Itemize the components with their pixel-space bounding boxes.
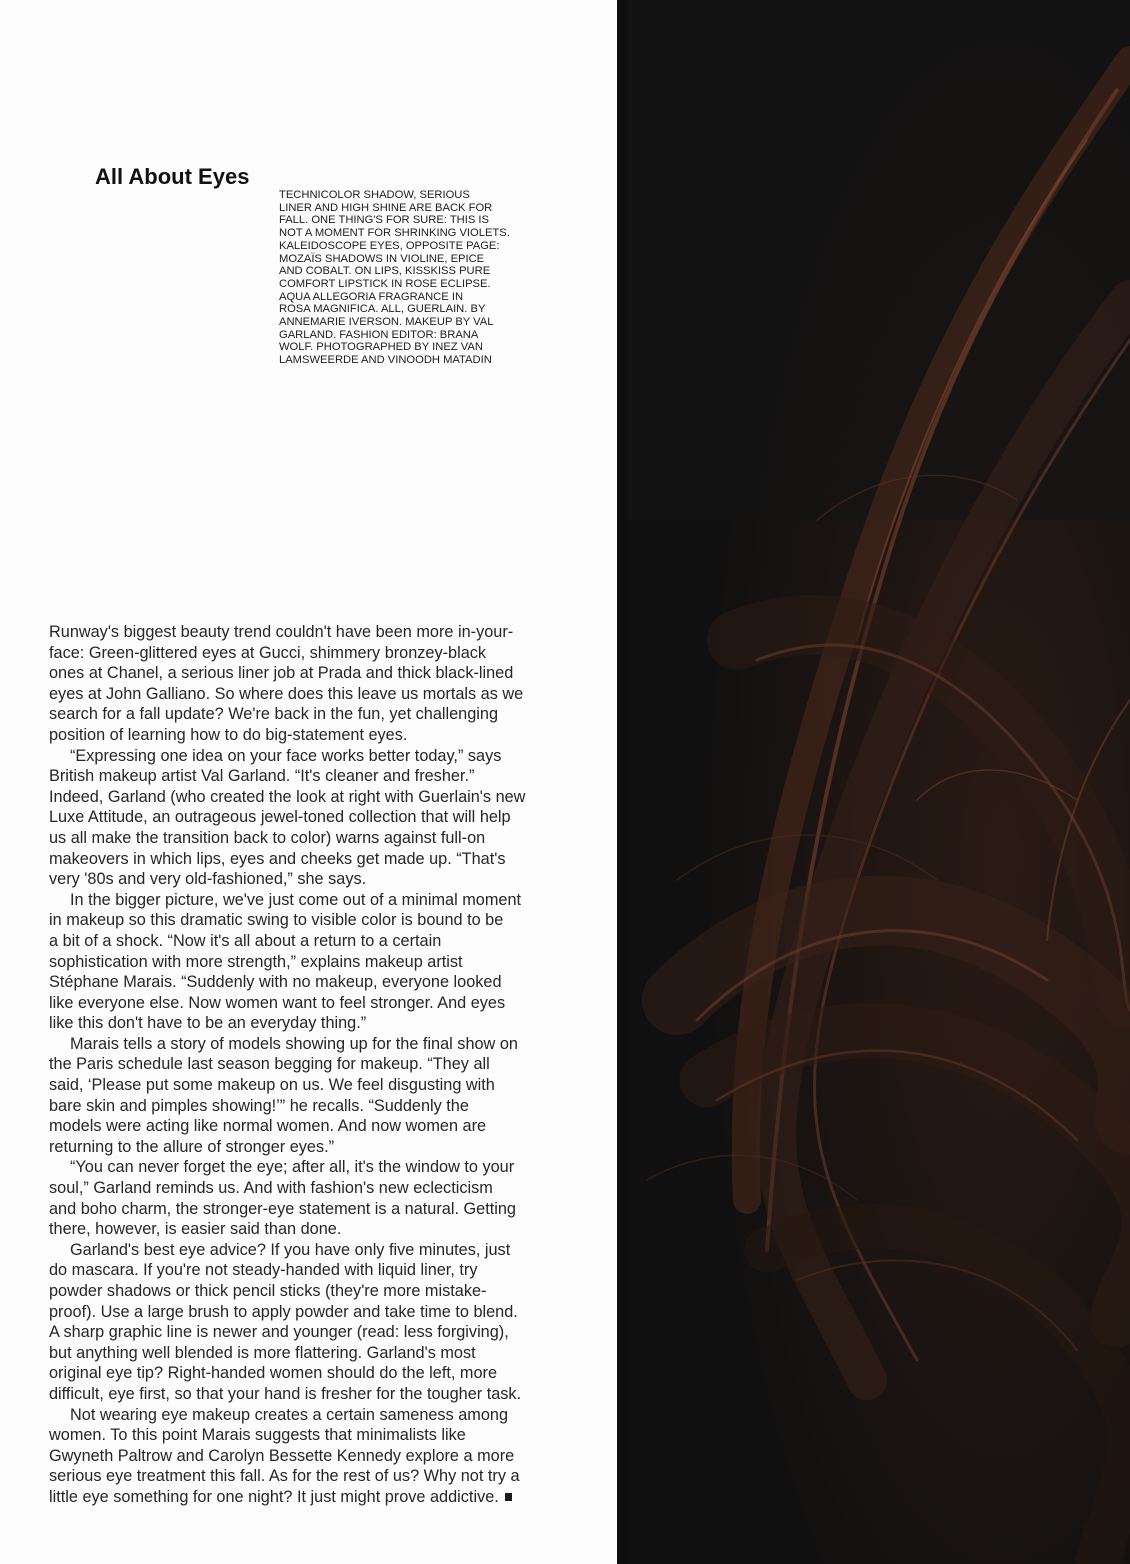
body-line: a bit of a shock. “Now it's all about a return to a certain <box>49 931 442 950</box>
body-line: In the bigger picture, we've just come out of a minimal moment <box>70 890 522 909</box>
caption-line: WOLF. PHOTOGRAPHED BY INEZ VAN <box>279 341 483 354</box>
body-line: the Paris schedule last season begging for makeup. “They all <box>49 1055 490 1074</box>
article-body <box>49 622 594 1508</box>
body-line: there, however, is easier said than done. <box>49 1220 342 1239</box>
end-mark-icon <box>505 1493 512 1501</box>
caption-line: TECHNICOLOR SHADOW, SERIOUS <box>279 189 470 201</box>
body-line: proof). Use a large brush to apply powder and take time to blend. <box>49 1302 518 1321</box>
body-line: women. To this point Marais suggests that minimalists like <box>49 1426 466 1445</box>
body-line: powder shadows or thick pencil sticks (they're more mistake- <box>49 1282 487 1300</box>
paragraph-7 <box>49 1405 594 1508</box>
body-line: Gwyneth Paltrow and Carolyn Bessette Kennedy explore a more <box>49 1446 515 1465</box>
body-line-last <box>49 1487 594 1508</box>
body-line: serious eye treatment this fall. As for the rest of us? Why not try a <box>49 1467 520 1486</box>
caption-line: ROSA MAGNIFICA. ALL, GUERLAIN. BY <box>279 303 486 316</box>
body-line: original eye tip? Right-handed women should do the left, more <box>49 1364 498 1383</box>
body-line: “You can never forget the eye; after all, it's the window to your <box>70 1158 515 1177</box>
body-line: position of learning how to do big-statement eyes. <box>49 725 408 744</box>
hair-illustration <box>617 0 1130 1564</box>
body-line: ones at Chanel, a serious liner job at Prada and thick black-lined <box>49 664 514 683</box>
body-line: Runway's biggest beauty trend couldn't have been more in-your- <box>49 623 514 641</box>
caption-line: KALEIDOSCOPE EYES, OPPOSITE PAGE: <box>279 239 500 252</box>
body-line: Indeed, Garland (who created the look at right with Guerlain's new <box>49 787 526 806</box>
caption-line: NOT A MOMENT FOR SHRINKING VIOLETS. <box>279 227 510 240</box>
paragraph-6 <box>49 1240 594 1405</box>
body-line: in makeup so this dramatic swing to visible color is bound to be <box>49 911 504 930</box>
photo-left-edge <box>617 0 627 1564</box>
caption-line: COMFORT LIPSTICK IN ROSE ECLIPSE. <box>279 277 491 290</box>
body-line: Luxe Attitude, an outrageous jewel-toned collection that will help <box>49 808 511 827</box>
body-line: like everyone else. Now women want to feel stronger. And eyes <box>49 993 506 1012</box>
caption-line: MOZAÏS SHADOWS IN VIOLINE, EPICE <box>279 252 485 265</box>
caption-line: AQUA ALLEGORIA FRAGRANCE IN <box>279 290 464 303</box>
body-line: eyes at John Galliano. So where does this leave us mortals as we <box>49 684 524 703</box>
body-line: returning to the allure of stronger eyes.” <box>49 1137 335 1156</box>
body-line: soul,” Garland reminds us. And with fashion's new eclecticism <box>49 1179 493 1198</box>
body-line: Not wearing eye makeup creates a certain sameness among <box>70 1405 509 1424</box>
body-line: Marais tells a story of models showing up for the final show on <box>70 1034 518 1053</box>
hair-photo <box>617 0 1130 1564</box>
body-line: very '80s and very old-fashioned,” she says. <box>49 870 367 889</box>
body-line: do mascara. If you're not steady-handed with liquid liner, try <box>49 1261 478 1280</box>
body-line: British makeup artist Val Garland. “It's cleaner and fresher.” <box>49 767 475 786</box>
body-line: difficult, eye first, so that your hand is fresher for the tougher task. <box>49 1384 522 1403</box>
body-line: said, ‘Please put some makeup on us. We feel disgusting with <box>49 1076 495 1095</box>
caption-line: FALL. ONE THING'S FOR SURE: THIS IS <box>279 214 489 227</box>
body-line: and boho charm, the stronger-eye statement is a natural. Getting <box>49 1199 516 1218</box>
caption-line: GARLAND. FASHION EDITOR: BRANA <box>279 328 479 341</box>
body-line: Stéphane Marais. “Suddenly with no makeup, everyone looked <box>49 973 502 992</box>
body-line: makeovers in which lips, eyes and cheeks get made up. “That's <box>49 849 506 868</box>
paragraph-5 <box>49 1157 594 1239</box>
body-line: A sharp graphic line is newer and younger (read: less forgiving), <box>49 1323 509 1342</box>
paragraph-4 <box>49 1034 594 1158</box>
body-line: search for a fall update? We're back in the fun, yet challenging <box>49 705 499 724</box>
caption-line: ANNEMARIE IVERSON. MAKEUP BY VAL <box>279 316 494 329</box>
body-line: bare skin and pimples showing!’” he recalls. “Suddenly the <box>49 1096 469 1115</box>
photo-caption <box>279 189 569 367</box>
body-line: us all make the transition back to color) warns against full-on <box>49 828 486 847</box>
body-line: Garland's best eye advice? If you have only five minutes, just <box>70 1240 511 1259</box>
body-line: like this don't have to be an everyday thing.” <box>49 1014 367 1033</box>
paragraph-2 <box>49 746 594 890</box>
body-line-text: little eye something for one night? It just might prove addictive. <box>49 1487 499 1506</box>
body-line: sophistication with more strength,” explains makeup artist <box>49 952 463 971</box>
paragraph-3 <box>49 890 594 1034</box>
body-line: face: Green-glittered eyes at Gucci, shimmery bronzey-black <box>49 643 487 662</box>
body-line: “Expressing one idea on your face works better today,” says <box>70 746 502 765</box>
paragraph-1 <box>49 622 594 746</box>
body-line: but anything well blended is more flattering. Garland's most <box>49 1343 476 1362</box>
caption-line: AND COBALT. ON LIPS, KISSKISS PURE <box>279 265 491 278</box>
caption-line: LINER AND HIGH SHINE ARE BACK FOR <box>279 201 493 214</box>
article-headline: All About Eyes <box>95 164 250 189</box>
caption-line: LAMSWEERDE AND VINOODH MATADIN <box>279 354 492 367</box>
body-line: models were acting like normal women. And now women are <box>49 1117 487 1136</box>
